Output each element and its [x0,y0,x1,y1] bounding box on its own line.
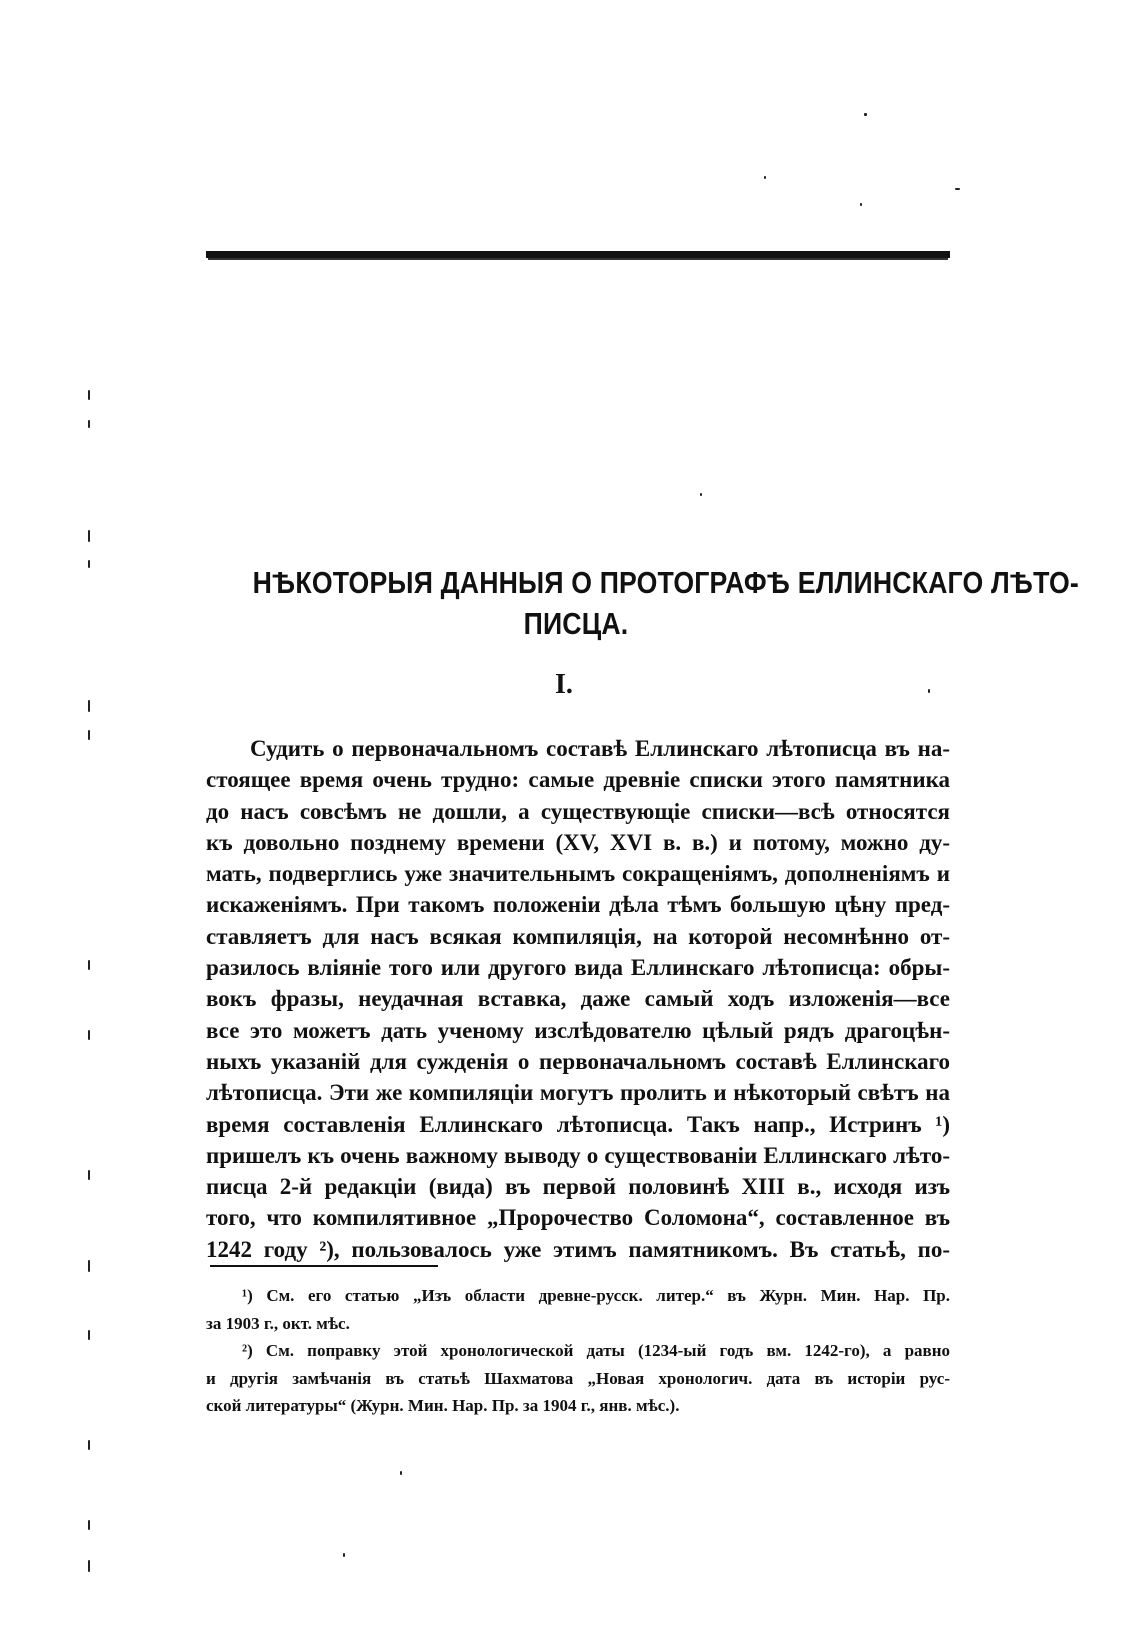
body-line: до насъ совсѣмъ не дошли, а существующіе списки—всѣ относятся [206,798,950,824]
body-line: писца 2-й редакціи (вида) въ первой половинѣ XIII в., исходя изъ [206,1174,950,1200]
scan-speck [88,1170,90,1180]
article-title [252,562,1079,644]
footnote-line: и другія замѣчанія въ статьѣ Шахматова „Новая хронологич. дата въ исторіи рус- [206,1368,950,1388]
scan-speck [88,960,90,970]
footnote-rule [210,1265,438,1267]
scan-speck [88,560,90,568]
body-line: время составленія Еллинскаго лѣтописца. Такъ напр., Истринъ ¹) [206,1111,950,1137]
body-line: мать, подверглись уже значительнымъ сокращеніямъ, дополненіямъ и [206,861,950,887]
header-rule [206,251,950,258]
scan-speck [860,203,862,206]
section-number: I. [555,669,573,700]
body-line: ныхъ указаній для сужденія о первоначальномъ составѣ Еллинскаго [206,1048,950,1074]
scan-speck [88,730,90,740]
scan-speck [88,1260,90,1272]
body-line: къ довольно позднему времени (XV, XVI в. в.) и потому, можно ду- [206,829,950,855]
scan-speck [88,1520,90,1530]
scan-speck [88,1330,90,1340]
title-line-1: НѢКОТОРЫЯ ДАННЫЯ О ПРОТОГРАФѢ ЕЛЛИНСКАГО ЛѢТО- [252,565,1079,600]
scan-speck [88,700,90,712]
scan-speck [400,1471,402,1475]
scan-speck [88,1560,90,1572]
scan-speck [928,689,930,693]
body-paragraph [206,733,950,1265]
body-line: 1242 году ²), пользовалось уже этимъ памятникомъ. Въ статьѣ, по- [206,1236,950,1262]
body-line: разилось вліяніе того или другого вида Еллинскаго лѣтописца: обры- [206,955,950,981]
body-line: того, что компилятивное „Пророчество Соломона“, составленное въ [206,1205,950,1231]
scan-speck [88,390,90,400]
body-line: все это можетъ дать ученому изслѣдователю цѣлый рядъ драгоцѣн- [206,1017,950,1043]
footnote-line: ²) См. поправку этой хронологической даты (1234-ый годъ вм. 1242-го), а равно [242,1341,950,1360]
scan-speck [700,493,702,496]
scan-speck [88,1440,90,1450]
scan-speck [88,420,90,428]
scan-speck [88,530,90,542]
title-line-2: ПИСЦА. [523,606,629,641]
footnote-line: за 1903 г., окт. мѣс. [206,1313,350,1333]
scan-speck [864,113,867,116]
body-line: пришелъ къ очень важному выводу о существованіи Еллинскаго лѣто- [206,1142,950,1168]
scan-speck [955,188,960,190]
scan-speck [764,176,766,179]
footnote-line: ¹) См. его статью „Изъ области древне-русск. литер.“ въ Журн. Мин. Нар. Пр. [242,1286,950,1305]
body-line: искаженіямъ. При такомъ положеніи дѣла тѣмъ большую цѣну пред- [206,892,950,918]
body-line: лѣтописца. Эти же компиляціи могутъ пролить и нѣкоторый свѣтъ на [206,1080,950,1106]
body-line: вокъ фразы, неудачная вставка, даже самый ходъ изложенія—все [206,986,950,1012]
body-line: Судить о первоначальномъ составѣ Еллинскаго лѣтописца въ на- [250,736,950,761]
body-line: стоящее время очень трудно: самые древніе списки этого памятника [206,767,950,793]
body-line: ставляетъ для насъ всякая компиляція, на которой несомнѣнно от- [206,923,950,949]
footnotes [206,1282,950,1420]
footnote-line: ской литературы“ (Журн. Мин. Нар. Пр. за 1904 г., янв. мѣс.). [206,1396,680,1415]
scan-speck [343,1553,345,1557]
scan-speck [88,1030,90,1040]
